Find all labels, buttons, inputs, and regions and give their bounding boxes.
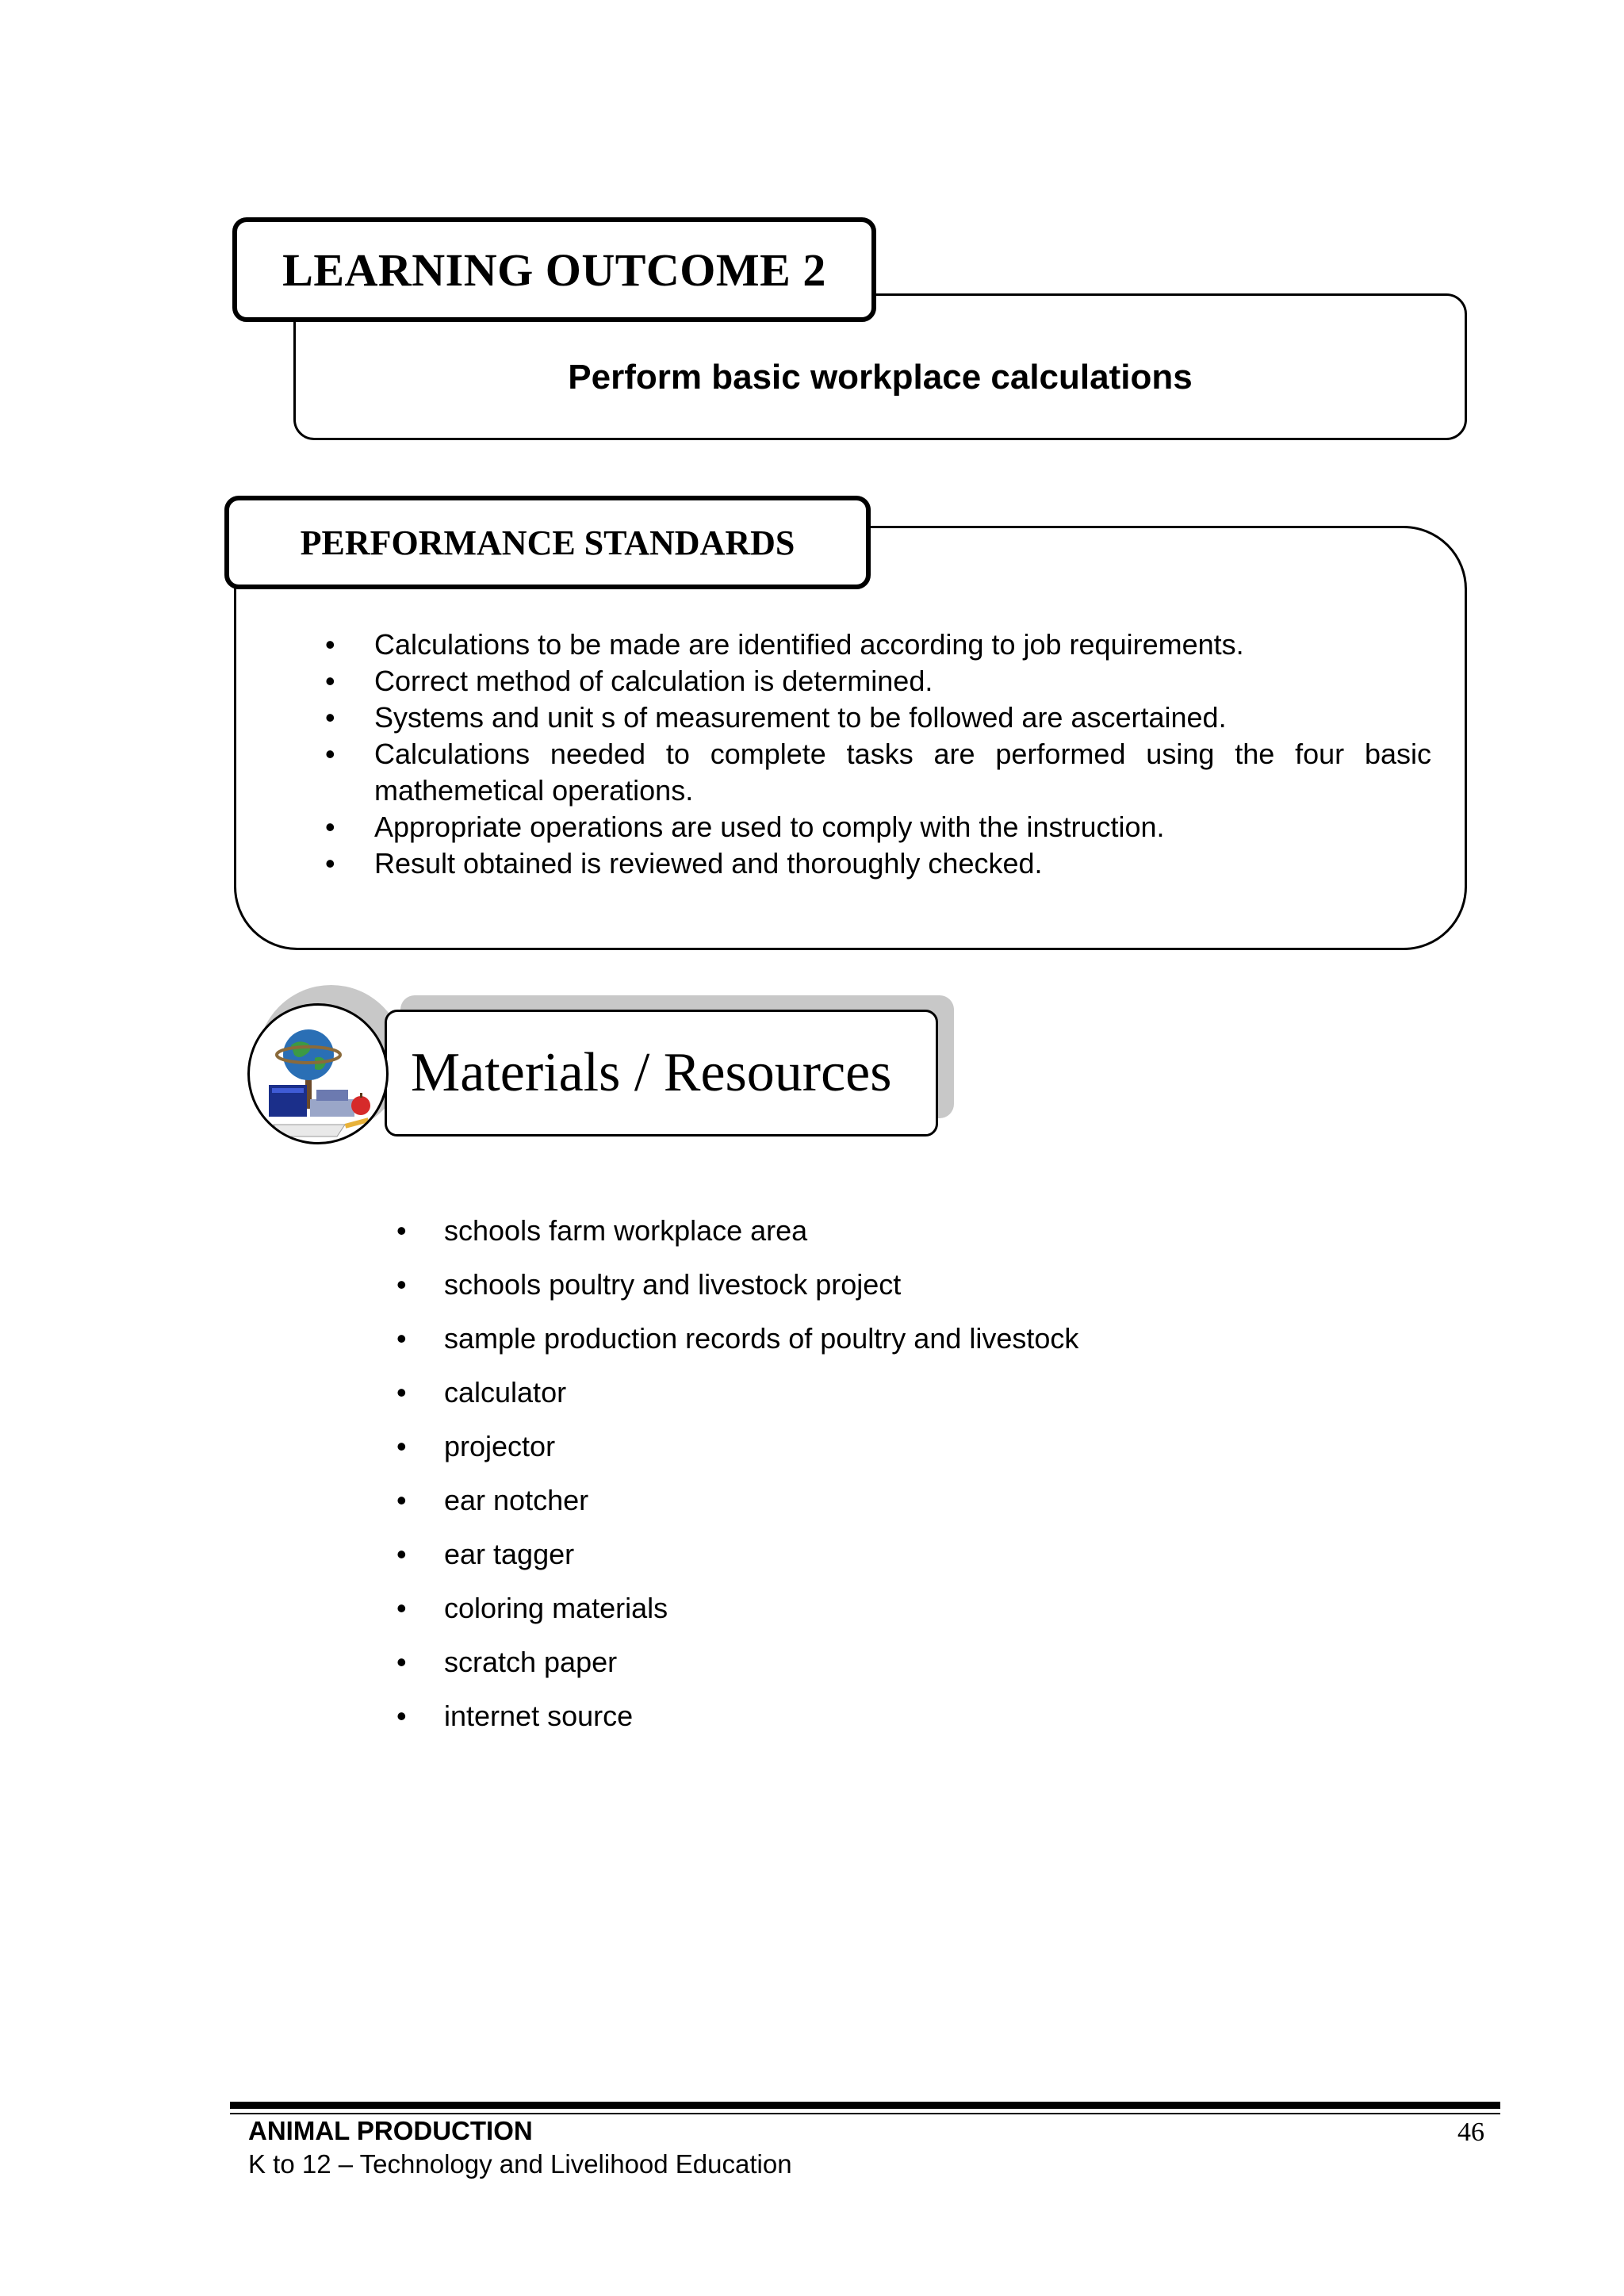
list-item: • schools poultry and livestock project (396, 1258, 1078, 1312)
footer-rule-thick (230, 2102, 1500, 2109)
page-number: 46 (1457, 2118, 1484, 2147)
footer-title: ANIMAL PRODUCTION (248, 2116, 533, 2145)
list-item: • sample production records of poultry and livestock (396, 1312, 1078, 1366)
footer-rule-thin (230, 2113, 1500, 2114)
list-item: • projector (396, 1420, 1078, 1474)
learning-outcome-tab (232, 217, 876, 322)
list-item: • Appropriate operations are used to comply with the instruction. (325, 809, 1431, 845)
learning-outcome-title: LEARNING OUTCOME 2 (282, 243, 826, 296)
list-item: • ear notcher (396, 1474, 1078, 1527)
performance-standards-list (325, 627, 1431, 882)
list-item: • ear tagger (396, 1527, 1078, 1581)
list-item: • calculator (396, 1366, 1078, 1420)
learning-outcome-subtitle: Perform basic workplace calculations (568, 358, 1193, 397)
list-item: • schools farm workplace area (396, 1204, 1078, 1258)
list-item: • Result obtained is reviewed and thoroughly checked. (325, 845, 1431, 882)
materials-list (396, 1204, 1078, 1743)
materials-tab (385, 1010, 938, 1137)
list-item: • scratch paper (396, 1635, 1078, 1689)
list-item: • coloring materials (396, 1581, 1078, 1635)
list-item: • Calculations to be made are identified according to job requirements. (325, 627, 1431, 663)
performance-standards-tab (224, 496, 871, 589)
performance-standards-title: PERFORMANCE STANDARDS (300, 523, 795, 562)
list-item: • Correct method of calculation is determined. (325, 663, 1431, 700)
list-item: • internet source (396, 1689, 1078, 1743)
list-item: • Calculations needed to complete tasks are performed using the four basic mathemetical operations. (325, 736, 1431, 809)
materials-title: Materials / Resources (411, 1042, 892, 1103)
globe-books-icon (247, 1003, 389, 1144)
footer-subtitle: K to 12 – Technology and Livelihood Education (248, 2149, 792, 2179)
list-item: • Systems and unit s of measurement to be followed are ascertained. (325, 700, 1431, 736)
